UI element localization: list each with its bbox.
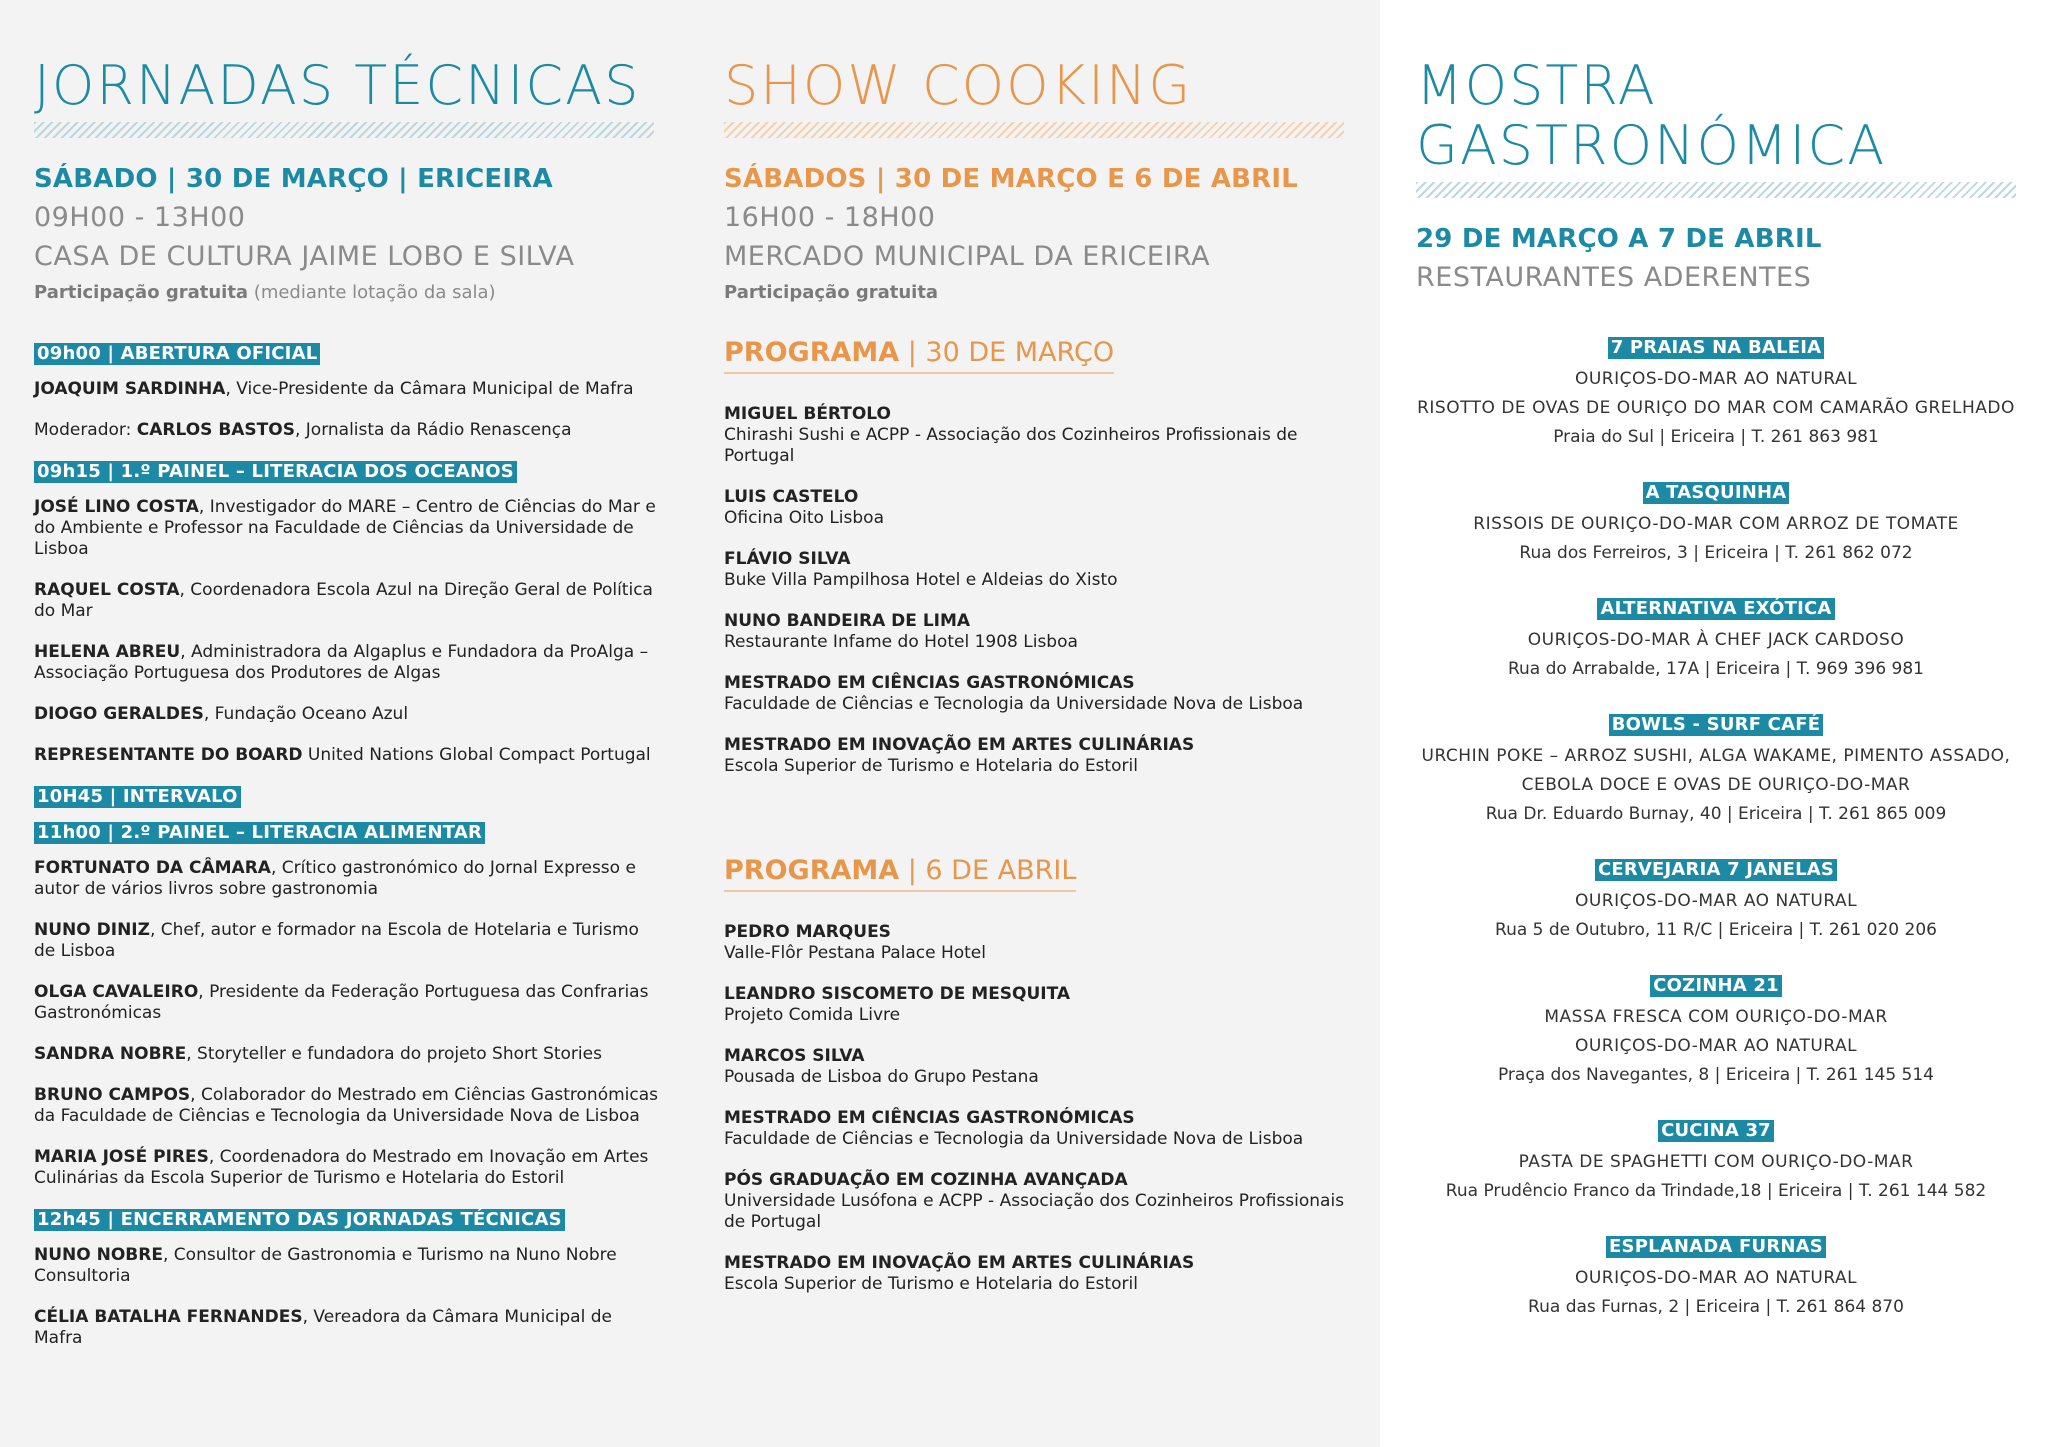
- show-cooking-title: SHOW COOKING: [724, 54, 1193, 117]
- speaker-role: , Chef, autor e formador na Escola de Hotelaria e Turismo de Lisboa: [34, 920, 639, 961]
- chef-entry: [724, 1170, 1354, 1233]
- program-heading-march: [724, 337, 1114, 374]
- speaker-role: , Crítico gastronómico do Jornal Expresso e autor de vários livros sobre gastronomia: [34, 858, 636, 899]
- show-cooking-venue: MERCADO MUNICIPAL DA ERICEIRA: [724, 241, 1211, 272]
- chef-entry: [724, 673, 1354, 715]
- mostra-date: 29 DE MARÇO A 7 DE ABRIL: [1416, 224, 1822, 254]
- show-cooking-date: SÁBADOS | 30 DE MARÇO E 6 DE ABRIL: [724, 164, 1299, 194]
- restaurant-card: [1416, 859, 2016, 945]
- chef-entry: [724, 922, 1354, 964]
- speaker-name: CARLOS BASTOS: [136, 420, 295, 440]
- mostra-column: [1380, 0, 2048, 1447]
- speaker-name: JOAQUIM SARDINHA: [34, 379, 226, 399]
- chef-name: MARCOS SILVA: [724, 1046, 865, 1066]
- dish-line: OURIÇOS-DO-MAR À CHEF JACK CARDOSO: [1527, 630, 1905, 650]
- chef-name: MIGUEL BÉRTOLO: [724, 404, 891, 424]
- chef-name: PÓS GRADUAÇÃO EM COZINHA AVANÇADA: [724, 1170, 1128, 1190]
- chef-entry: [724, 404, 1354, 467]
- speaker-role: , Colaborador do Mestrado em Ciências Gastronómicas da Faculdade de Ciências e Tecnologia da Universidade Nova de Lisboa: [34, 1085, 659, 1126]
- chef-name: PEDRO MARQUES: [724, 922, 891, 942]
- show-cooking-time: 16H00 - 18H00: [724, 202, 936, 233]
- dish-line: CEBOLA DOCE E OVAS DE OURIÇO-DO-MAR: [1521, 775, 1911, 795]
- chef-name: LEANDRO SISCOMETO DE MESQUITA: [724, 984, 1071, 1004]
- speaker-role: , Fundação Oceano Azul: [203, 704, 409, 724]
- moderator-label: Moderador:: [34, 420, 137, 440]
- participation-bold: Participação gratuita: [724, 282, 939, 303]
- speaker-role: , Administradora da Algaplus e Fundadora da ProAlga – Associação Portuguesa dos Produtores de Algas: [34, 642, 649, 683]
- restaurant-name: CUCINA 37: [1658, 1120, 1774, 1142]
- speaker-role: , Vereadora da Câmara Municipal de Mafra: [34, 1307, 612, 1348]
- speaker-name: HELENA ABREU: [34, 642, 181, 662]
- restaurant-card: [1416, 1236, 2016, 1322]
- chef-affiliation: Pousada de Lisboa do Grupo Pestana: [724, 1067, 1039, 1087]
- speaker-entry: [34, 379, 664, 400]
- speaker-entry: [34, 704, 664, 725]
- chef-entry: [724, 487, 1354, 529]
- chef-entry: [724, 1253, 1354, 1295]
- speaker-role: United Nations Global Compact Portugal: [302, 745, 651, 765]
- chef-name: MESTRADO EM INOVAÇÃO EM ARTES CULINÁRIAS: [724, 735, 1195, 755]
- speaker-name: CÉLIA BATALHA FERNANDES: [34, 1307, 303, 1327]
- chef-entry: [724, 984, 1354, 1026]
- show-cooking-participation: [724, 282, 1380, 303]
- show-cooking-column: [690, 0, 1380, 1447]
- chef-entry: [724, 735, 1354, 777]
- speaker-name: FORTUNATO DA CÂMARA: [34, 858, 271, 878]
- chef-affiliation: Escola Superior de Turismo e Hotelaria do Estoril: [724, 756, 1138, 776]
- chef-affiliation: Valle-Flôr Pestana Palace Hotel: [724, 943, 986, 963]
- jornadas-divider: [34, 122, 654, 138]
- speaker-entry: [34, 497, 664, 560]
- restaurant-name: 7 PRAIAS NA BALEIA: [1608, 337, 1825, 359]
- mostra-subtitle: RESTAURANTES ADERENTES: [1416, 262, 1812, 293]
- program-list-april: [724, 922, 1354, 1295]
- dish-line: OURIÇOS-DO-MAR AO NATURAL: [1574, 1036, 1858, 1056]
- dish-line: OURIÇOS-DO-MAR AO NATURAL: [1574, 1268, 1858, 1288]
- chef-entry: [724, 549, 1354, 591]
- chef-affiliation: Restaurante Infame do Hotel 1908 Lisboa: [724, 632, 1078, 652]
- jornadas-venue: CASA DE CULTURA JAIME LOBO E SILVA: [34, 241, 575, 272]
- dish-line: PASTA DE SPAGHETTI COM OURIÇO-DO-MAR: [1518, 1152, 1914, 1172]
- speaker-name: REPRESENTANTE DO BOARD: [34, 745, 303, 765]
- restaurant-name: CERVEJARIA 7 JANELAS: [1595, 859, 1837, 881]
- chef-affiliation: Projeto Comida Livre: [724, 1005, 901, 1025]
- speaker-entry: [34, 1307, 664, 1349]
- speaker-entry: [34, 1044, 664, 1065]
- participation-note: (mediante lotação da sala): [248, 282, 496, 303]
- speaker-entry: [34, 920, 664, 962]
- dish-line: URCHIN POKE – ARROZ SUSHI, ALGA WAKAME, PIMENTO ASSADO,: [1421, 746, 2011, 766]
- restaurant-address: Praia do Sul | Ericeira | T. 261 863 981: [1553, 427, 1879, 447]
- program-label: PROGRAMA: [724, 337, 900, 368]
- speaker-role: , Vice-Presidente da Câmara Municipal de Mafra: [225, 379, 634, 399]
- speaker-name: RAQUEL COSTA: [34, 580, 180, 600]
- speaker-role: , Presidente da Federação Portuguesa das Confrarias Gastronómicas: [34, 982, 649, 1023]
- session-tag: 11h00 | 2.º PAINEL – LITERACIA ALIMENTAR: [34, 822, 485, 844]
- speaker-role: , Coordenadora do Mestrado em Inovação em Artes Culinárias da Escola Superior de Turismo e Hotelaria do Estoril: [34, 1147, 649, 1188]
- program-label: PROGRAMA: [724, 855, 900, 886]
- speaker-role: , Consultor de Gastronomia e Turismo na Nuno Nobre Consultoria: [34, 1245, 617, 1286]
- restaurant-card: [1416, 1120, 2016, 1206]
- restaurant-name: BOWLS - SURF CAFÉ: [1609, 714, 1823, 736]
- dish-line: RISOTTO DE OVAS DE OURIÇO DO MAR COM CAMARÃO GRELHADO: [1417, 398, 2015, 418]
- chef-affiliation: Chirashi Sushi e ACPP - Associação dos Cozinheiros Profissionais de Portugal: [724, 425, 1298, 466]
- program-heading-april: [724, 855, 1076, 892]
- chef-name: LUIS CASTELO: [724, 487, 859, 507]
- session-tag: 09h00 | ABERTURA OFICIAL: [34, 343, 320, 365]
- restaurant-card: [1416, 337, 2016, 452]
- chef-affiliation: Universidade Lusófona e ACPP - Associação dos Cozinheiros Profissionais de Portugal: [724, 1191, 1345, 1232]
- jornadas-column: [0, 0, 690, 1447]
- jornadas-program-list: [34, 343, 690, 1349]
- participation-bold: Participação gratuita: [34, 282, 249, 303]
- chef-affiliation: Faculdade de Ciências e Tecnologia da Universidade Nova de Lisboa: [724, 1129, 1304, 1149]
- restaurant-list: [1416, 337, 2016, 1322]
- restaurant-address: Rua Dr. Eduardo Burnay, 40 | Ericeira | T. 261 865 009: [1485, 804, 1947, 824]
- chef-affiliation: Oficina Oito Lisboa: [724, 508, 884, 528]
- restaurant-name: COZINHA 21: [1650, 975, 1782, 997]
- speaker-name: MARIA JOSÉ PIRES: [34, 1147, 209, 1167]
- restaurant-address: Rua 5 de Outubro, 11 R/C | Ericeira | T. 261 020 206: [1495, 920, 1937, 940]
- jornadas-time: 09H00 - 13H00: [34, 202, 246, 233]
- jornadas-participation: [34, 282, 690, 303]
- speaker-entry: [34, 1085, 664, 1127]
- restaurant-name: ALTERNATIVA EXÓTICA: [1597, 598, 1834, 620]
- speaker-entry: [34, 1245, 664, 1287]
- speaker-entry: [34, 858, 664, 900]
- moderator-entry: [34, 420, 664, 441]
- speaker-entry: [34, 1147, 664, 1189]
- dish-line: OURIÇOS-DO-MAR AO NATURAL: [1574, 369, 1858, 389]
- chef-entry: [724, 1046, 1354, 1088]
- chef-entry: [724, 611, 1354, 653]
- speaker-role: , Investigador do MARE – Centro de Ciências do Mar e do Ambiente e Professor na Faculdade de Ciências da Universidade de Lisboa: [34, 497, 656, 559]
- restaurant-card: [1416, 598, 2016, 684]
- chef-name: MESTRADO EM INOVAÇÃO EM ARTES CULINÁRIAS: [724, 1253, 1195, 1273]
- program-date: | 30 DE MARÇO: [899, 337, 1115, 368]
- restaurant-address: Rua do Arrabalde, 17A | Ericeira | T. 969 396 981: [1507, 659, 1924, 679]
- jornadas-date: SÁBADO | 30 DE MARÇO | ERICEIRA: [34, 164, 553, 194]
- speaker-name: OLGA CAVALEIRO: [34, 982, 199, 1002]
- speaker-entry: [34, 745, 664, 766]
- speaker-role: , Jornalista da Rádio Renascença: [294, 420, 572, 440]
- mostra-title-line1: MOSTRA: [1416, 54, 1657, 117]
- speaker-name: BRUNO CAMPOS: [34, 1085, 191, 1105]
- speaker-role: , Coordenadora Escola Azul na Direção Geral de Política do Mar: [34, 580, 653, 621]
- speaker-name: JOSÉ LINO COSTA: [34, 497, 199, 517]
- chef-affiliation: Buke Villa Pampilhosa Hotel e Aldeias do Xisto: [724, 570, 1118, 590]
- restaurant-address: Praça dos Navegantes, 8 | Ericeira | T. 261 145 514: [1497, 1065, 1934, 1085]
- session-tag: 09h15 | 1.º PAINEL – LITERACIA DOS OCEANOS: [34, 461, 517, 483]
- speaker-entry: [34, 580, 664, 622]
- jornadas-title: JORNADAS TÉCNICAS: [34, 54, 641, 117]
- program-list-march: [724, 404, 1354, 777]
- speaker-entry: [34, 982, 664, 1024]
- restaurant-name: A TASQUINHA: [1643, 482, 1790, 504]
- restaurant-address: Rua das Furnas, 2 | Ericeira | T. 261 864 870: [1528, 1297, 1904, 1317]
- speaker-entry: [34, 642, 664, 684]
- speaker-name: NUNO DINIZ: [34, 920, 150, 940]
- chef-name: NUNO BANDEIRA DE LIMA: [724, 611, 971, 631]
- chef-name: MESTRADO EM CIÊNCIAS GASTRONÓMICAS: [724, 673, 1135, 693]
- restaurant-card: [1416, 714, 2016, 829]
- chef-affiliation: Faculdade de Ciências e Tecnologia da Universidade Nova de Lisboa: [724, 694, 1304, 714]
- dish-line: OURIÇOS-DO-MAR AO NATURAL: [1574, 891, 1858, 911]
- restaurant-card: [1416, 482, 2016, 568]
- session-tag: 10H45 | INTERVALO: [34, 786, 241, 808]
- show-cooking-divider: [724, 122, 1344, 138]
- chef-name: MESTRADO EM CIÊNCIAS GASTRONÓMICAS: [724, 1108, 1135, 1128]
- chef-affiliation: Escola Superior de Turismo e Hotelaria do Estoril: [724, 1274, 1138, 1294]
- chef-entry: [724, 1108, 1354, 1150]
- restaurant-address: Rua dos Ferreiros, 3 | Ericeira | T. 261 862 072: [1519, 543, 1913, 563]
- mostra-title-line2: GASTRONÓMICA: [1416, 114, 1887, 177]
- chef-name: FLÁVIO SILVA: [724, 549, 851, 569]
- program-date: | 6 DE ABRIL: [899, 855, 1077, 886]
- session-tag: 12h45 | ENCERRAMENTO DAS JORNADAS TÉCNICAS: [34, 1209, 565, 1231]
- speaker-name: DIOGO GERALDES: [34, 704, 204, 724]
- restaurant-address: Rua Prudêncio Franco da Trindade,18 | Ericeira | T. 261 144 582: [1445, 1181, 1987, 1201]
- speaker-role: , Storyteller e fundadora do projeto Short Stories: [186, 1044, 602, 1064]
- speaker-name: SANDRA NOBRE: [34, 1044, 187, 1064]
- dish-line: RISSOIS DE OURIÇO-DO-MAR COM ARROZ DE TOMATE: [1473, 514, 1959, 534]
- dish-line: MASSA FRESCA COM OURIÇO-DO-MAR: [1544, 1007, 1888, 1027]
- mostra-divider: [1416, 182, 2016, 198]
- speaker-name: NUNO NOBRE: [34, 1245, 163, 1265]
- restaurant-card: [1416, 975, 2016, 1090]
- restaurant-name: ESPLANADA FURNAS: [1606, 1236, 1826, 1258]
